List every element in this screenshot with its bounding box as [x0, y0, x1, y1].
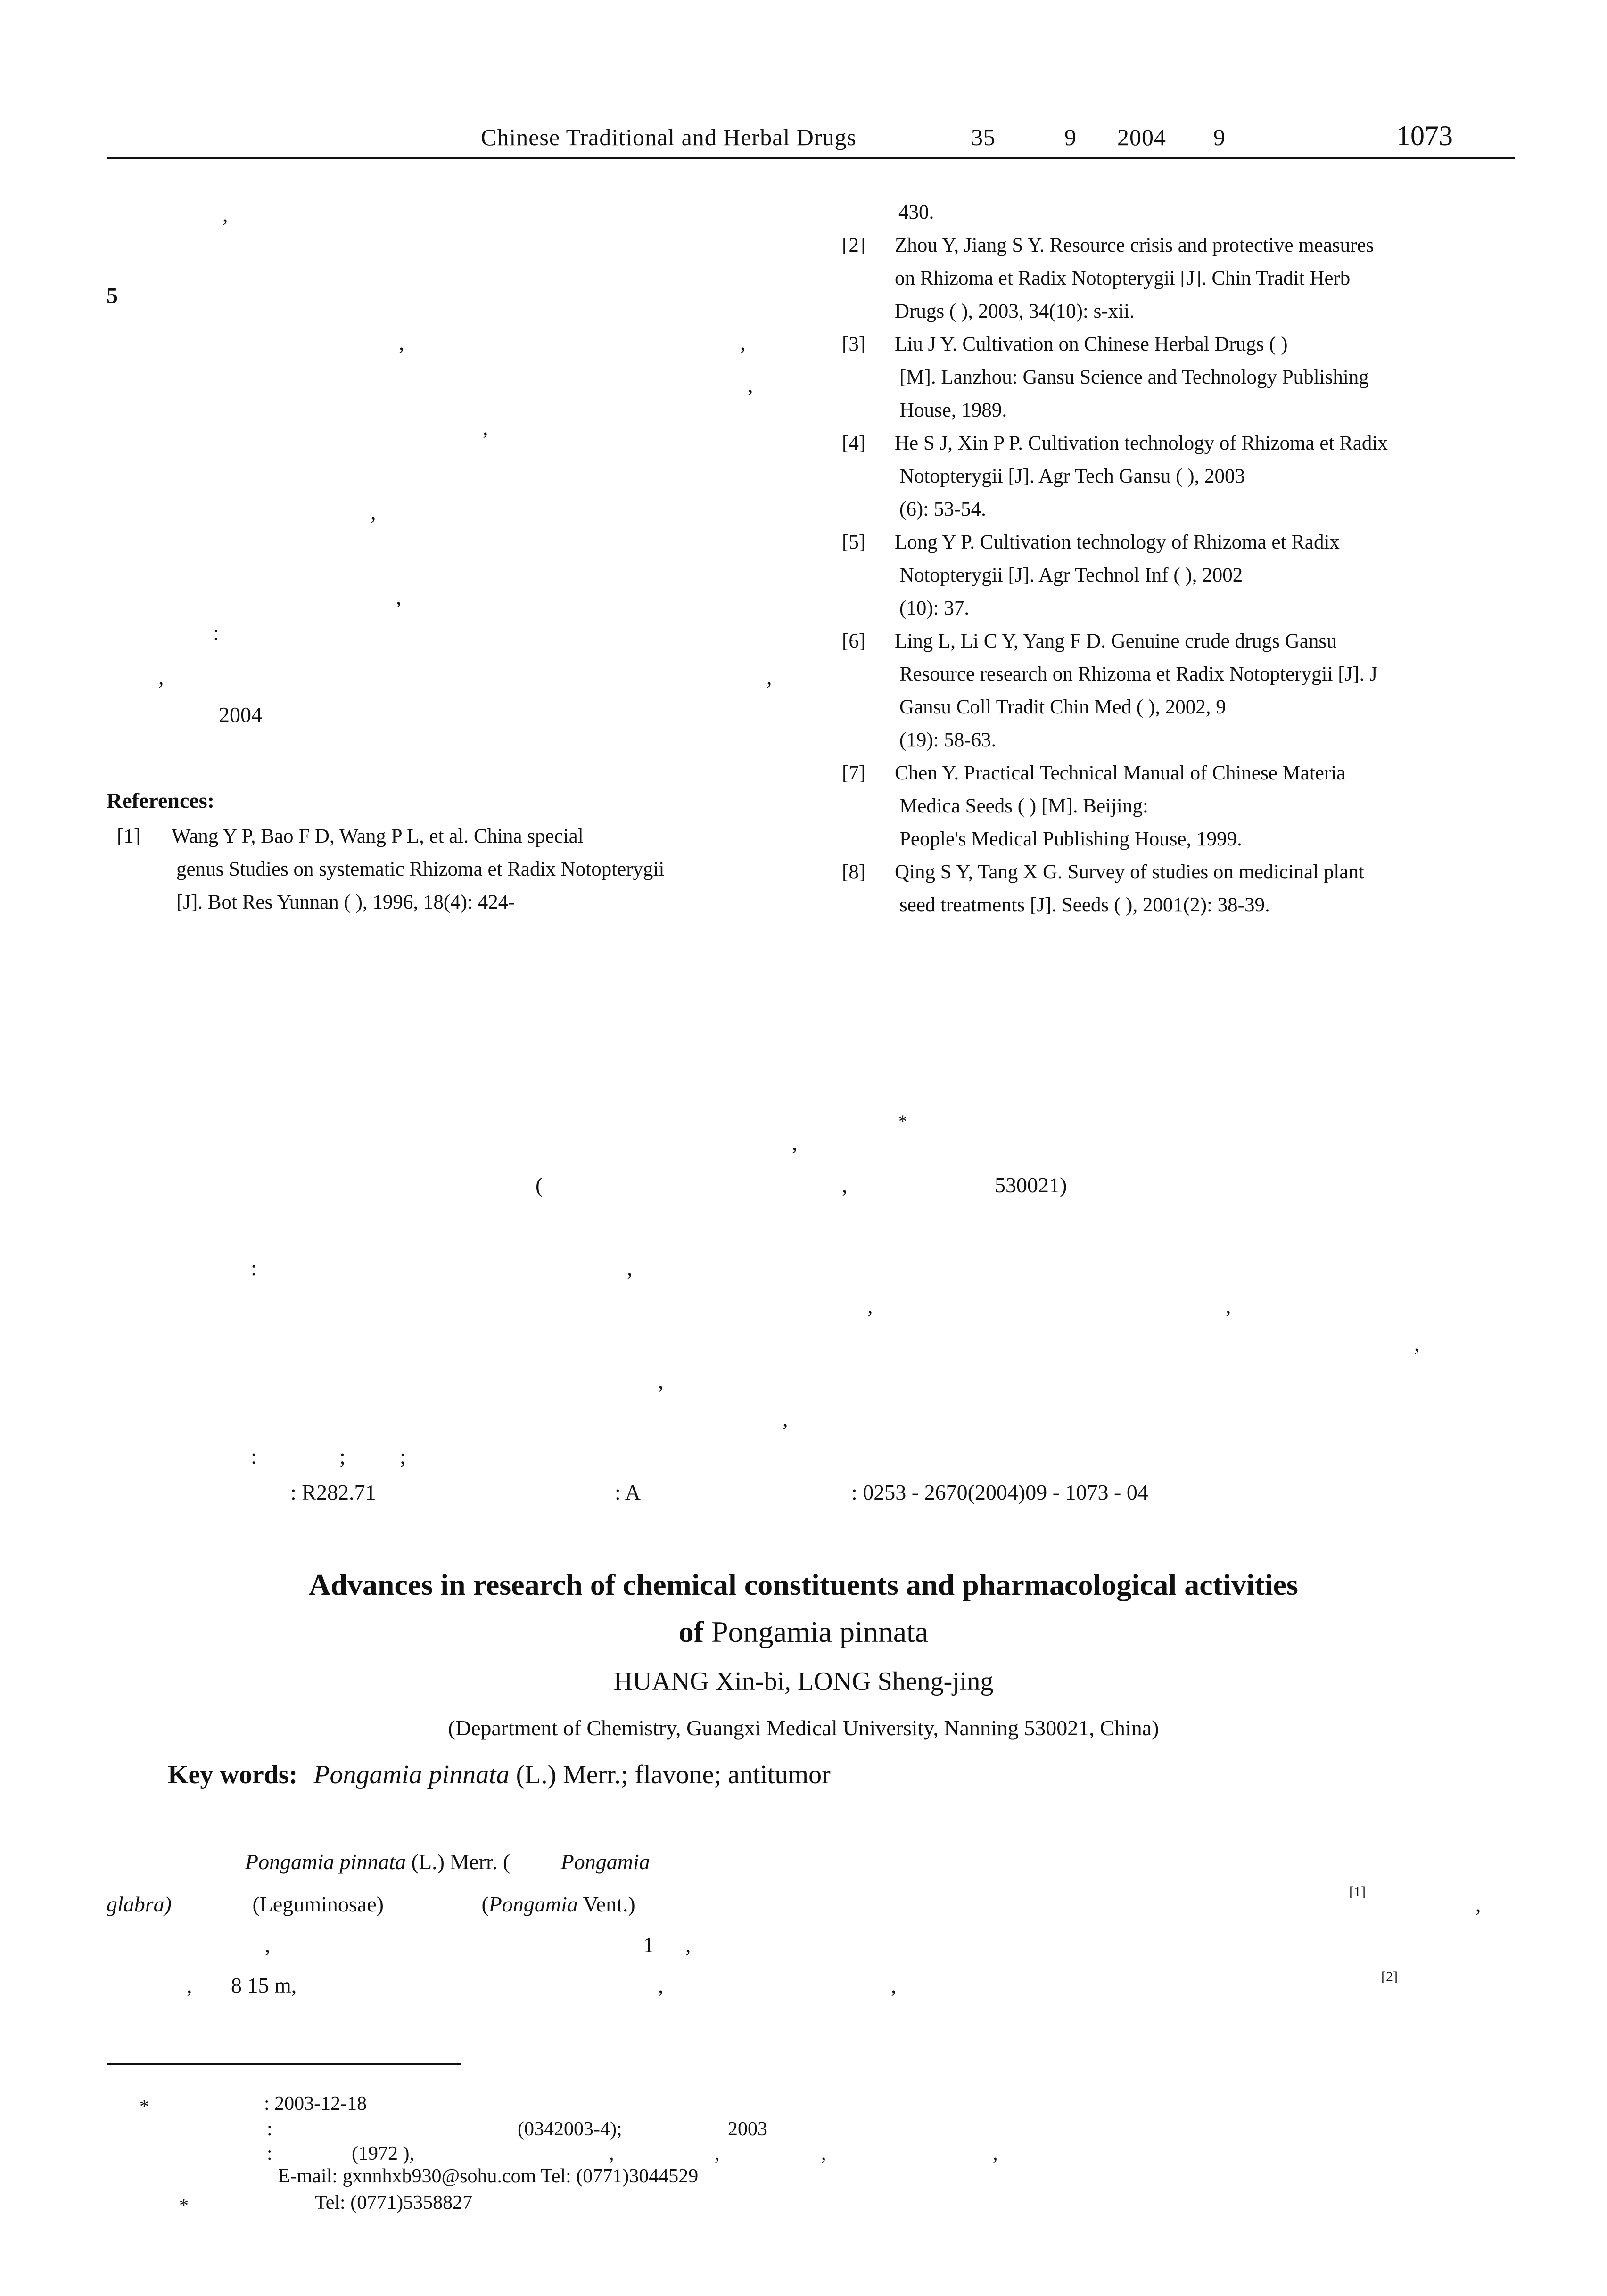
reference-line: [J]. Bot Res Yunnan ( ), 1996, 18(4): 424-	[176, 891, 515, 913]
punct-comma: ,	[399, 330, 404, 354]
reference-number: [7]	[842, 762, 866, 784]
punct-comma: ,	[483, 415, 488, 439]
article-id: : 0253 - 2670(2004)09 - 1073 - 04	[851, 1480, 1148, 1504]
punct-comma: ,	[1226, 1294, 1231, 1318]
reference-line: He S J, Xin P P. Cultivation technology of Rhizoma et Radix	[895, 432, 1388, 454]
reference-line: Gansu Coll Tradit Chin Med ( ), 2002, 9	[899, 696, 1226, 718]
punct-comma: ,	[748, 373, 753, 397]
reference-line: Liu J Y. Cultivation on Chinese Herbal Drugs ( )	[895, 333, 1288, 355]
punct-comma: ,	[685, 1933, 691, 1957]
reference-line: Notopterygii [J]. Agr Technol Inf ( ), 2002	[899, 564, 1243, 586]
number-1: 1	[643, 1933, 654, 1957]
page-number: 1073	[1396, 120, 1453, 151]
species-synonym-epithet: glabra)	[107, 1892, 172, 1916]
family-name: (Leguminosae)	[252, 1892, 384, 1916]
key-words-rest: (L.) Merr.; flavone; antitumor	[516, 1760, 831, 1789]
corresponding-asterisk: *	[898, 1112, 907, 1131]
reference-number: [1]	[117, 825, 141, 847]
fund-number: (0342003-4);	[518, 2118, 622, 2140]
reference-line: on Rhizoma et Radix Notopterygii [J]. Chin Tradit Herb	[895, 267, 1351, 289]
corresponding-author-asterisk: *	[179, 2195, 189, 2216]
key-words-label: Key words:	[168, 1760, 298, 1789]
authority: (L.) Merr. (	[411, 1850, 511, 1874]
citation-1: [1]	[1349, 1884, 1366, 1900]
month: 9	[1213, 124, 1226, 150]
footnote-colon: :	[267, 2118, 272, 2140]
postcode: 530021)	[995, 1173, 1067, 1197]
reference-line: Wang Y P, Bao F D, Wang P L, et al. China special	[172, 825, 584, 847]
punct-comma: ,	[627, 1256, 633, 1280]
punct-comma: ,	[766, 665, 772, 689]
body-line	[107, 1892, 635, 1917]
reference-line: [M]. Lanzhou: Gansu Science and Technology Publishing	[899, 366, 1369, 388]
punct-comma: ,	[158, 665, 164, 689]
corresponding-author-tel: Tel: (0771)5358827	[315, 2192, 473, 2214]
volume-number: 35	[971, 124, 996, 150]
reference-number: [4]	[842, 432, 866, 454]
journal-name: Chinese Traditional and Herbal Drugs	[481, 124, 857, 150]
key-words-species: Pongamia pinnata	[313, 1760, 510, 1789]
document-code: : A	[615, 1480, 641, 1504]
tree-height: 8 15 m,	[231, 1973, 297, 1997]
punct-comma: ,	[993, 2143, 998, 2165]
reference-line: Resource research on Rhizoma et Radix Notopterygii [J]. J	[899, 663, 1377, 685]
reference-line: Notopterygii [J]. Agr Tech Gansu ( ), 2003	[899, 465, 1245, 487]
english-title-of: of	[678, 1615, 704, 1648]
punct-comma: ,	[867, 1294, 873, 1318]
punct-comma: ,	[187, 1973, 192, 1997]
punct-comma: ,	[821, 2143, 826, 2165]
punct-comma: ,	[223, 202, 228, 226]
reference-number: [6]	[842, 630, 866, 652]
punct-comma: ,	[783, 1407, 788, 1431]
citation-2: [2]	[1381, 1969, 1398, 1984]
keywords-colon: :	[251, 1444, 257, 1468]
punct-comma: ,	[1414, 1331, 1420, 1355]
reference-line: (19): 58-63.	[899, 729, 997, 751]
punct-comma: ,	[842, 1173, 848, 1197]
reference-line: Qing S Y, Tang X G. Survey of studies on medicinal plant	[895, 861, 1364, 883]
issue-number: 9	[1064, 124, 1077, 150]
body-line	[245, 1849, 650, 1874]
punct-comma: ,	[740, 330, 746, 354]
english-title-line1: Advances in research of chemical constituents and pharmacological activities	[309, 1568, 1298, 1601]
author-birth-year: (1972 ),	[352, 2143, 414, 2165]
header-rule	[107, 157, 1515, 159]
reference-line: 430.	[898, 201, 934, 223]
received-date: : 2003-12-18	[264, 2093, 367, 2115]
reference-line: Long Y P. Cultivation technology of Rhizoma et Radix	[895, 531, 1340, 553]
punct-comma: ,	[371, 500, 376, 524]
reference-line: People's Medical Publishing House, 1999.	[899, 828, 1242, 850]
punct-comma: ,	[715, 2143, 720, 2165]
reference-line: Medica Seeds ( ) [M]. Beijing:	[899, 795, 1148, 817]
year-line: 2004	[219, 703, 262, 727]
genus-open-paren: (	[481, 1892, 489, 1916]
punct-comma: ,	[396, 585, 402, 609]
punct-comma: ,	[658, 1973, 664, 1997]
reference-line: Zhou Y, Jiang S Y. Resource crisis and protective measures	[895, 234, 1374, 256]
footnote-rule	[107, 2063, 461, 2065]
reference-line: Drugs ( ), 2003, 34(10): s-xii.	[895, 300, 1135, 322]
author-contact: E-mail: gxnnhxb930@sohu.com Tel: (0771)3044529	[278, 2165, 699, 2187]
year: 2004	[1117, 124, 1166, 150]
reference-line: genus Studies on systematic Rhizoma et Radix Notopterygii	[176, 858, 665, 880]
reference-number: [5]	[842, 531, 866, 553]
reference-number: [8]	[842, 861, 866, 883]
punct-semicolon: ;	[400, 1444, 406, 1468]
reference-line: House, 1989.	[899, 399, 1007, 421]
fund-year: 2003	[728, 2118, 767, 2140]
punct-comma: ,	[658, 1369, 664, 1393]
punct-comma: ,	[891, 1973, 897, 1997]
genus-name: Pongamia	[488, 1892, 578, 1916]
reference-number: [3]	[842, 333, 866, 355]
punct-comma: ,	[1475, 1892, 1481, 1916]
references-heading: References:	[107, 788, 215, 812]
abstract-colon: :	[251, 1256, 257, 1280]
punct-comma: ,	[792, 1131, 798, 1155]
affiliation-open-paren: (	[536, 1173, 543, 1197]
footnote-colon: :	[267, 2143, 272, 2165]
species-synonym: Pongamia	[560, 1850, 650, 1874]
english-affiliation: (Department of Chemistry, Guangxi Medical University, Nanning 530021, China)	[448, 1716, 1159, 1740]
reference-line: (10): 37.	[899, 597, 970, 619]
english-authors: HUANG Xin-bi, LONG Sheng-jing	[613, 1667, 994, 1696]
genus-author: Vent.)	[583, 1892, 635, 1916]
section-number: 5	[107, 283, 118, 308]
species-name: Pongamia pinnata	[245, 1850, 406, 1874]
reference-line: Ling L, Li C Y, Yang F D. Genuine crude drugs Gansu	[895, 630, 1337, 652]
footnote-asterisk: *	[140, 2096, 149, 2117]
key-words-line	[168, 1760, 831, 1790]
punct-comma: ,	[609, 2143, 614, 2165]
punct-semicolon: ;	[339, 1444, 346, 1468]
reference-line: Chen Y. Practical Technical Manual of Chinese Materia	[895, 762, 1346, 784]
reference-line: (6): 53-54.	[899, 498, 986, 520]
reference-number: [2]	[842, 234, 866, 256]
punct-comma: ,	[265, 1933, 271, 1957]
english-title-species: Pongamia pinnata	[711, 1615, 929, 1648]
punct-colon: :	[213, 621, 219, 645]
reference-line: seed treatments [J]. Seeds ( ), 2001(2): 38-39.	[899, 894, 1270, 916]
classification-code: : R282.71	[290, 1480, 376, 1504]
english-title-line2	[0, 1615, 1607, 1649]
